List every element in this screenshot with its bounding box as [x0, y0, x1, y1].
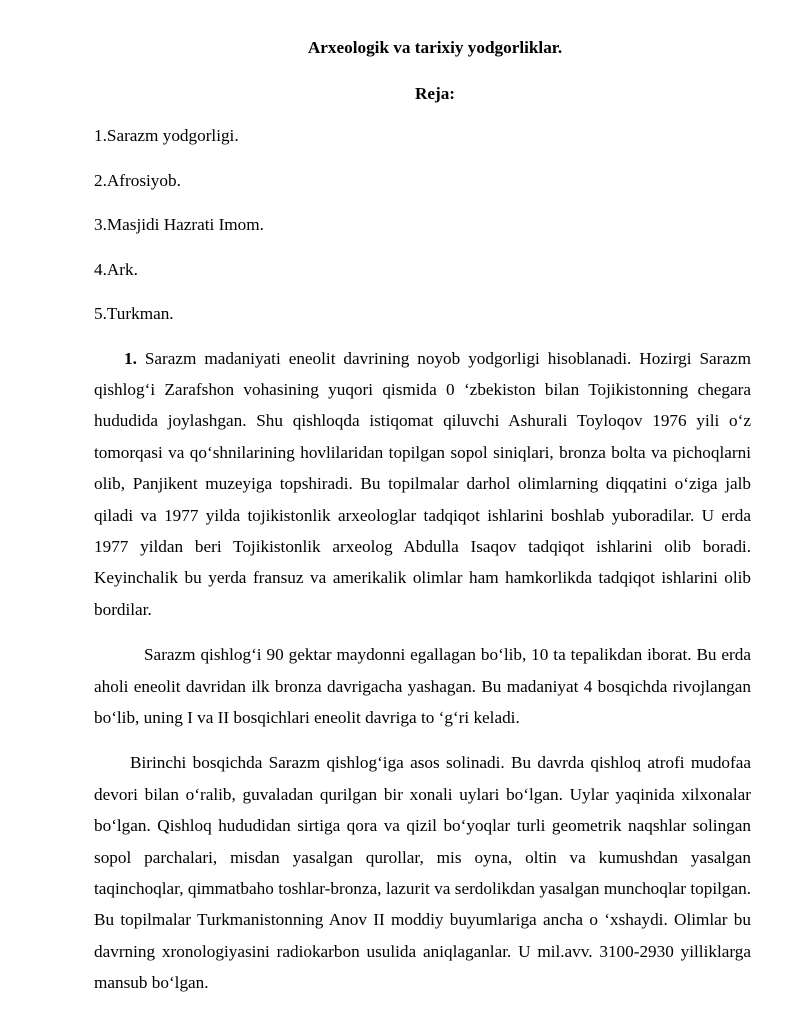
- document-title: Arxeologik va tarixiy yodgorliklar.: [307, 38, 563, 57]
- plan-heading: Reja:: [414, 84, 456, 103]
- plan-item: 1.Sarazm yodgorligi.: [94, 126, 239, 145]
- body-paragraph: [94, 343, 751, 626]
- plan-item: 5.Turkman.: [94, 304, 174, 323]
- plan-item: 4.Ark.: [94, 259, 138, 279]
- plan-item: 2.Afrosiyob.: [94, 170, 181, 190]
- plan-list: [94, 124, 751, 326]
- plan-item: 3.Masjidi Hazrati Imom.: [94, 215, 264, 234]
- paragraph-text: Sarazm madaniyati eneolit davrining noyob yodgorligi hisoblanadi. Hozirgi Sarazm qishlog‘i Zarafshon vohasining yuqori qismida 0 ‘zbekiston bilan Tojikistonning chegara hududida joylashgan. Shu qishloqda istiqomat qiluvchi Ashurali Toyloqov 1976 yili o‘z tomorqasi va qo‘shnilarining hovlilaridan topilgan sopol siniqlari, bronza bolta va pichoqlarni olib, Panjikent muzeyiga topshiradi. Bu topilmalar darhol olimlarning diqqatini o‘ziga jalb qiladi va 1977 yilda tojikistonlik arxeologlar tadqiqot ishlarini boshlab yuboradilar. U erda 1977 yildan beri Tojikistonlik arxeolog Abdulla Isaqov tadqiqot ishlarini olib boradi. Keyinchalik bu yerda fransuz va amerikalik olimlar ham hamkorlikda tadqiqot ishlarini olib bordilar.: [94, 348, 751, 619]
- body-paragraph: Birinchi bosqichda Sarazm qishlog‘iga asos solinadi. Bu davrda qishloq atrofi mudofaa devori bilan o‘ralib, guvaladan qurilgan bir xonali uylari bo‘lgan. Uylar yaqinida xilxonalar bo‘lgan. Qishloq hududidan sirtiga qora va qizil bo‘yoqlar turli geometrik naqshlar solingan sopol parchalari, misdan yasalgan qurollar, mis oyna, oltin va kumushdan yasalgan taqinchoqlar, qimmatbaho toshlar-bronza, lazurit va serdolikdan yasalgan munchoqlar topilgan. Bu topilmalar Turkmanistonning Anov II moddiy buyumlariga ancha o ‘xshaydi. Olimlar bu davrning xronologiyasini radiokarbon usulida aniqlaganlar. U mil.avv. 3100-2930 yilliklarga mansub bo‘lgan.: [94, 753, 751, 993]
- paragraph-number: 1.: [124, 348, 137, 368]
- body-paragraph: Sarazm qishlog‘i 90 gektar maydonni egallagan bo‘lib, 10 ta tepalikdan iborat. Bu erda aholi eneolit davridan ilk bronza davrigacha yashagan. Bu madaniyat 4 bosqichda rivojlangan bo‘lib, uning I va II bosqichlari eneolit davriga to ‘g‘ri keladi.: [94, 645, 751, 727]
